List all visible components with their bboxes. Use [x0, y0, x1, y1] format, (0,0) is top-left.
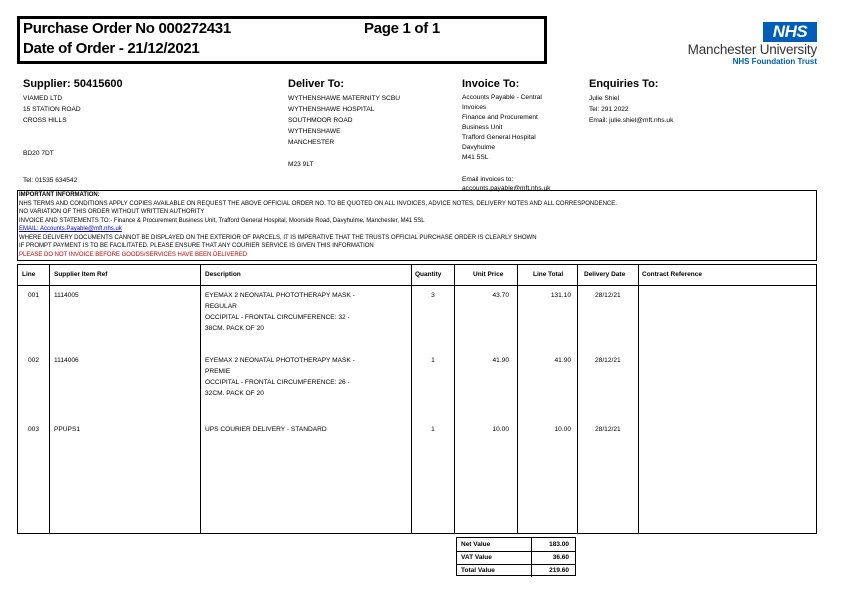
vat-value-row [457, 551, 575, 565]
column-divider [577, 264, 578, 534]
enquiries-email[interactable]: Email: julie.shiel@mft.nhs.uk [589, 117, 674, 124]
column-divider [517, 264, 518, 534]
invoice-line: Davyhulme [462, 144, 495, 151]
desc-line: EYEMAX 2 NEONATAL PHOTOTHERAPY MASK - [205, 357, 355, 364]
col-header-line: Line [22, 271, 36, 278]
deliver-heading: Deliver To: [288, 78, 345, 90]
items-table [17, 264, 817, 534]
info-line: NO VARIATION OF THIS ORDER WITHOUT WRITTEN AUTHORITY [19, 209, 205, 215]
desc-line: OCCIPITAL - FRONTAL CIRCUMFERENCE: 26 - [205, 379, 350, 386]
row-delivery-date: 28/12/21 [595, 426, 621, 433]
desc-line: OCCIPITAL - FRONTAL CIRCUMFERENCE: 32 - [205, 314, 350, 321]
vat-value-label: VAT Value [461, 554, 492, 561]
enquiries-line: Julie Shiel [589, 95, 620, 102]
row-delivery-date: 28/12/21 [595, 292, 621, 299]
organisation-name: Manchester University [687, 42, 817, 57]
important-information [19, 191, 617, 259]
row-line-no: 001 [28, 292, 40, 299]
supplier-heading: Supplier: 50415600 [23, 78, 123, 90]
row-ref: PPUPS1 [54, 426, 81, 433]
row-ref: 1114006 [54, 357, 79, 364]
supplier-tel: Tel: 01535 634542 [23, 177, 78, 184]
order-date-title: Date of Order - 21/12/2021 [23, 40, 200, 57]
row-quantity: 1 [431, 357, 435, 364]
supplier-line: CROSS HILLS [23, 117, 67, 124]
desc-line: REGULAR [205, 303, 237, 310]
row-line-total: 131.10 [550, 292, 571, 299]
deliver-line: WYTHENSHAWE HOSPITAL [288, 106, 375, 113]
invoice-line: Business Unit [462, 124, 503, 131]
col-header-unit-price: Unit Price [473, 271, 504, 278]
row-quantity: 1 [431, 426, 435, 433]
supplier-line: VIAMED LTD [23, 95, 63, 102]
invoice-address [462, 93, 542, 163]
deliver-line: M23 9LT [288, 161, 314, 168]
net-value-label: Net Value [461, 541, 491, 548]
desc-line: 38CM. PACK OF 20 [205, 325, 264, 332]
invoice-line: Trafford General Hospital [462, 134, 536, 141]
row-delivery-date: 28/12/21 [595, 357, 621, 364]
col-header-line-total: Line Total [533, 271, 564, 278]
trust-name: NHS Foundation Trust [732, 57, 817, 66]
row-description [205, 424, 327, 435]
info-title: IMPORTANT INFORMATION: [19, 192, 100, 198]
row-ref: 1114005 [54, 292, 79, 299]
supplier-line: BD20 7DT [23, 150, 54, 157]
deliver-line: MANCHESTER [288, 139, 335, 146]
row-line-total: 10.00 [554, 426, 571, 433]
total-value-label: Total Value [461, 567, 495, 574]
supplier-line: 15 STATION ROAD [23, 106, 81, 113]
row-unit-price: 41.90 [492, 357, 509, 364]
info-email-link[interactable]: EMAIL: Accounts.Payable@mft.nhs.uk [19, 226, 122, 232]
info-line: WHERE DELIVERY DOCUMENTS CANNOT BE DISPLAYED ON THE EXTERIOR OF PARCELS, IT IS IMPERATIVE THAT THE TRUSTS OFFICIAL PURCHASE ORDER IS CLEARLY SHOWN [19, 234, 537, 241]
invoice-email-label: Email invoices to: [462, 176, 514, 183]
col-header-quantity: Quantity [415, 271, 442, 278]
desc-line: EYEMAX 2 NEONATAL PHOTOTHERAPY MASK - [205, 292, 355, 299]
column-divider [411, 264, 412, 534]
net-value: 183.00 [549, 541, 569, 548]
total-value-row [457, 564, 575, 577]
column-divider [200, 264, 201, 534]
supplier-address [23, 93, 81, 159]
row-description [205, 355, 355, 399]
col-header-delivery-date: Delivery Date [584, 271, 626, 278]
row-line-no: 003 [28, 426, 40, 433]
invoice-email[interactable]: accounts.payable@mft.nhs.uk [462, 185, 551, 192]
enquiries-line: Tel: 291 2022 [589, 106, 629, 113]
col-header-ref: Supplier Item Ref [54, 271, 108, 278]
col-header-contract: Contract Reference [642, 271, 702, 278]
net-value-row [457, 538, 575, 552]
invoice-line: Invoices [462, 104, 487, 111]
invoice-line: Accounts Payable - Central [462, 94, 542, 101]
enquiries-heading: Enquiries To: [589, 78, 659, 90]
deliver-line: WYTHENSHAWE [288, 128, 341, 135]
invoice-line: Finance and Procurement [462, 114, 538, 121]
total-value: 219.60 [549, 567, 569, 574]
totals-box [456, 537, 576, 576]
enquiries-block [589, 93, 673, 126]
row-line-no: 002 [28, 357, 40, 364]
page-indicator: Page 1 of 1 [364, 20, 440, 37]
info-line: INVOICE AND STATEMENTS TO:- Finance & Procurement Business Unit, Trafford General Hospital, Moorside Road, Davyhulme, Manchester, M41 5SL [19, 217, 425, 224]
deliver-line: WYTHENSHAWE MATERNITY SCBU [288, 95, 400, 102]
row-description [205, 290, 355, 334]
invoice-line: M41 5SL [462, 154, 489, 161]
table-header-divider [17, 285, 817, 286]
nhs-logo: NHS [763, 22, 817, 42]
po-number-title: Purchase Order No 000272431 [23, 20, 231, 37]
row-unit-price: 43.70 [492, 292, 509, 299]
deliver-line: SOUTHMOOR ROAD [288, 117, 353, 124]
row-quantity: 3 [431, 292, 435, 299]
deliver-address [288, 93, 400, 170]
row-line-total: 41.90 [554, 357, 571, 364]
desc-line: PREMIE [205, 368, 231, 375]
info-line: NHS TERMS AND CONDITIONS APPLY COPIES AVAILABLE ON REQUEST THE ABOVE OFFICIAL ORDER NO. TO BE QUOTED ON ALL INVOICES, ADVICE NOTES, DELIVERY NOTES AND ALL CORRESPONDENCE. [19, 200, 617, 207]
desc-line: 32CM. PACK OF 20 [205, 390, 264, 397]
row-unit-price: 10.00 [492, 426, 509, 433]
column-divider [454, 264, 455, 534]
desc-line: UPS COURIER DELIVERY - STANDARD [205, 426, 327, 433]
info-line: IF PROMPT PAYMENT IS TO BE FACILITATED. PLEASE ENSURE THAT ANY COURIER SERVICE IS GIVEN THIS INFORMATION [19, 243, 374, 249]
vat-value: 36.60 [552, 554, 569, 561]
invoice-heading: Invoice To: [462, 78, 520, 90]
column-divider [49, 264, 50, 534]
col-header-description: Description [205, 271, 241, 278]
column-divider [638, 264, 639, 534]
info-warning: PLEASE DO NOT INVOICE BEFORE GOODS/SERVICES HAVE BEEN DELIVERED [19, 251, 248, 258]
